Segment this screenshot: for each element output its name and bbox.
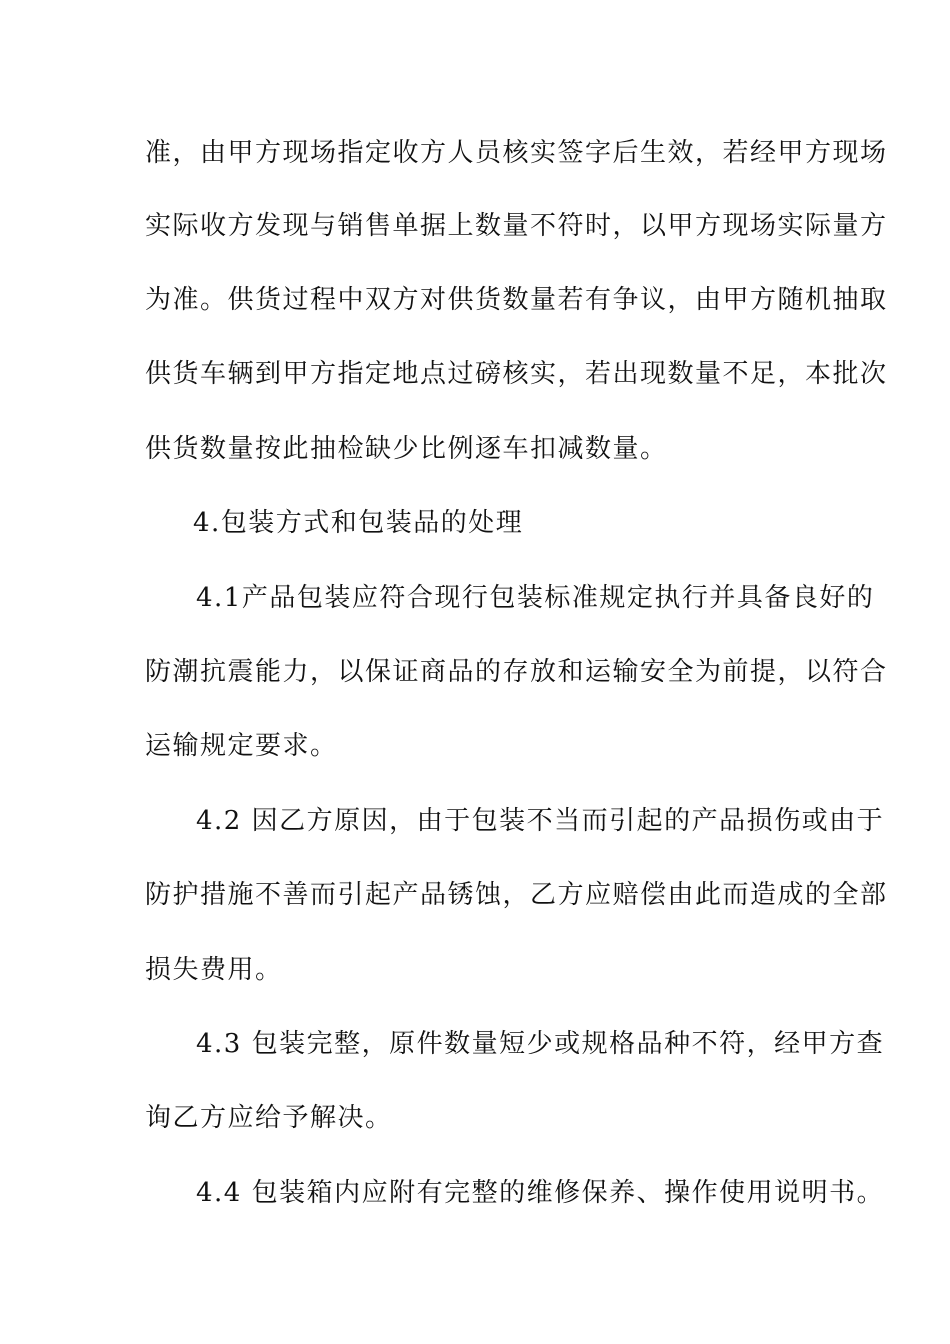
paragraph-line: 准，由甲方现场指定收方人员核实签字后生效，若经甲方现场: [145, 138, 888, 168]
paragraph-line: 为准。供货过程中双方对供货数量若有争议，由甲方随机抽取: [145, 285, 888, 315]
paragraph-line: 防护措施不善而引起产品锈蚀，乙方应赔偿由此而造成的全部: [145, 880, 888, 910]
paragraph-line: 询乙方应给予解决。: [145, 1103, 393, 1133]
section-heading: 4.包装方式和包装品的处理: [193, 508, 524, 538]
paragraph-line: 4.1产品包装应符合现行包装标准规定执行并具备良好的: [196, 583, 875, 613]
paragraph-line: 运输规定要求。: [145, 731, 338, 761]
paragraph-line: 4.3 包装完整，原件数量短少或规格品种不符，经甲方查: [196, 1029, 885, 1059]
paragraph-line: 供货数量按此抽检缺少比例逐车扣减数量。: [145, 434, 668, 464]
paragraph-line: 4.4 包装箱内应附有完整的维修保养、操作使用说明书。: [196, 1178, 885, 1208]
paragraph-line: 供货车辆到甲方指定地点过磅核实，若出现数量不足，本批次: [145, 359, 888, 389]
paragraph-line: 4.2 因乙方原因，由于包装不当而引起的产品损伤或由于: [196, 806, 885, 836]
paragraph-line: 损失费用。: [145, 955, 283, 985]
paragraph-line: 防潮抗震能力，以保证商品的存放和运输安全为前提，以符合: [145, 657, 888, 687]
paragraph-line: 实际收方发现与销售单据上数量不符时，以甲方现场实际量方: [145, 211, 888, 241]
